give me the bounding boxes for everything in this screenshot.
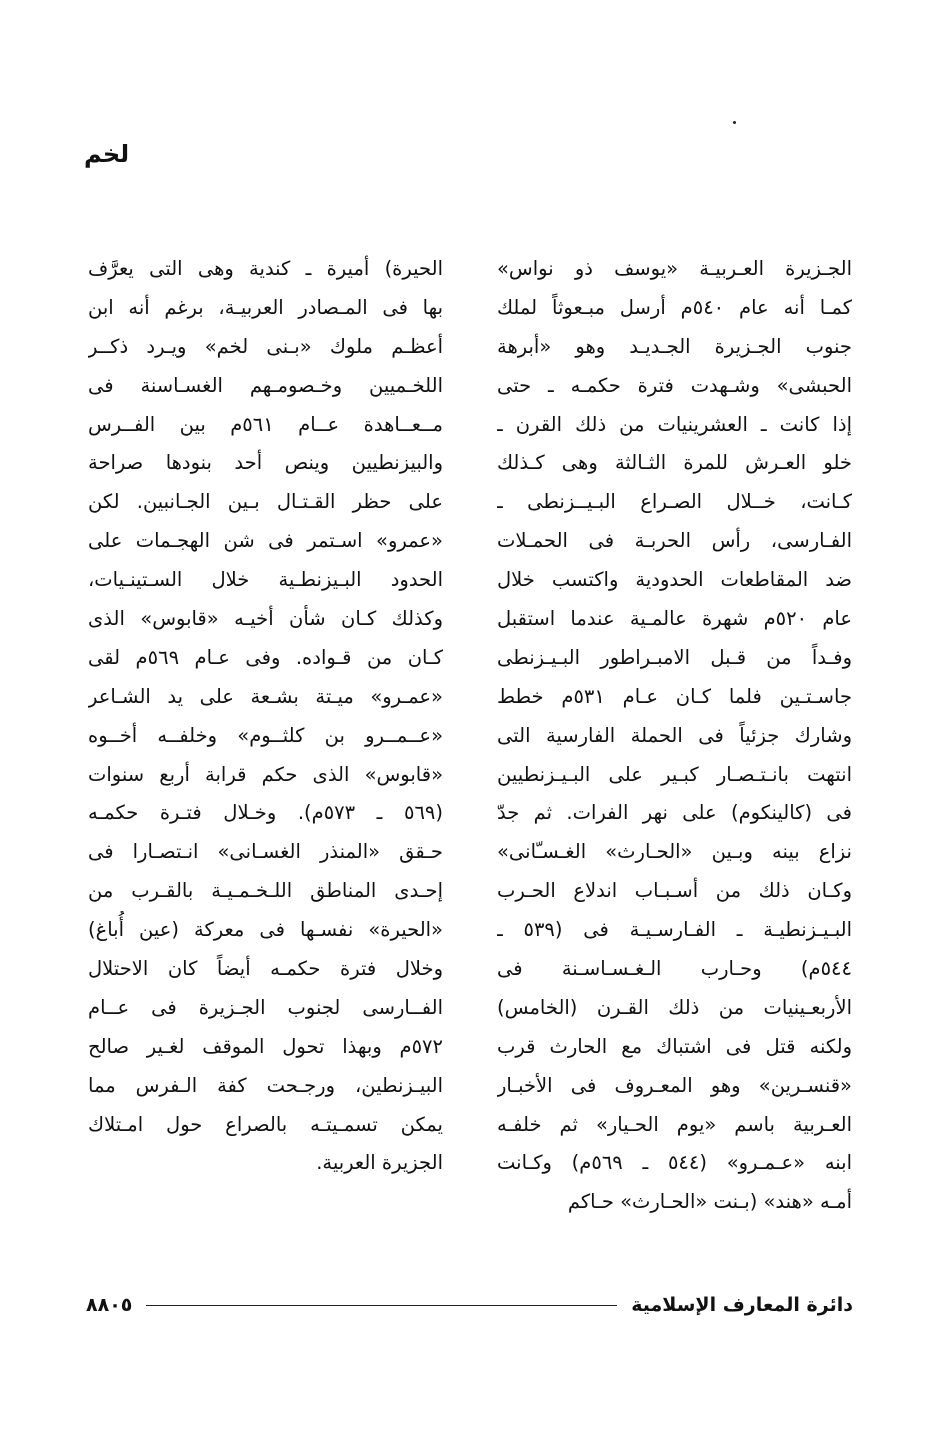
- page-number: ٨٨٠٥: [86, 1294, 133, 1316]
- text-line: كـانت، خــلال الصـراع البـيــزنطى ـ: [497, 490, 852, 514]
- text-line: أمـه «هند» (بـنت «الحـارث» حـاكم: [567, 1190, 852, 1214]
- text-line: انتهت بانـتـصـار كبـير على البـيـزنطيين: [497, 762, 852, 786]
- text-line: البيـزنطين، ورجـحت كفة الـفرس مما: [88, 1073, 443, 1097]
- text-line: إذا كانت ـ العشرينيات من ذلك القرن ـ: [497, 412, 852, 436]
- text-line: الجـزيرة العـربيـة «يوسف ذو نواس»: [497, 257, 852, 280]
- text-line: اللخـميين وخـصومـهم الغسـاسنة فى: [88, 373, 443, 397]
- text-line: (٥٦٩ ـ ٥٧٣م). وخـلال فتـرة حكمـه: [88, 801, 443, 825]
- text-line: وكذلك كـان شأن أخيـه «قابوس» الذى: [88, 607, 443, 631]
- text-line: نزاع بينه وبـين «الحـارث» الغـسـّانى»: [497, 840, 852, 864]
- text-line: «الحيرة» نفسـها فى معركة (عين أُباغ): [88, 918, 443, 942]
- text-line: على حظر القـتـال بـين الجـانبين. لكن: [88, 490, 443, 514]
- text-line: ابنه «عـمـرو» (٥٤٤ ـ ٥٦٩م) وكـانت: [497, 1151, 852, 1175]
- text-line: الحبشى» وشـهدت فترة حكمـه ـ حتى: [497, 373, 852, 397]
- text-line: ٥٧٢م وبهذا تحول الموقف لغـير صالح: [88, 1034, 443, 1058]
- text-line: «قابوس» الذى حكم قرابة أربع سنوات: [88, 762, 443, 786]
- text-line: حـقق «المنذر الغسـانى» انـتصـارا فى: [88, 840, 443, 864]
- page-title: لخم: [84, 140, 130, 168]
- text-line: العـربية باسم «يوم الحـيار» ثم خلفـه: [497, 1112, 852, 1136]
- text-line: جنوب الجـزيرة الجـديـد وهو «أبرهة: [497, 334, 852, 358]
- text-line: أعظـم ملوك «بـنى لخم» ويـرد ذكــر: [88, 334, 443, 358]
- text-line: الفــارسى لجنوب الجـزيرة فى عــام: [88, 995, 443, 1019]
- text-line: البـيـزنطيـة ـ الفـارسـيـة فى (٥٣٩ ـ: [497, 918, 852, 942]
- text-line: كمـا أنه عام ٥٤٠م أرسل مبـعوثاً لملك: [497, 295, 852, 319]
- right-column: [497, 250, 852, 1222]
- text-line: كـان من قـواده. وفى عـام ٥٦٩م لقى: [88, 645, 443, 669]
- text-line: الحدود البـيزنطـية خلال السـتينـيات،: [88, 568, 443, 592]
- text-line: «عــمــرو بن كلثــوم» وخلفــه أخــوه: [88, 723, 443, 747]
- text-line: عام ٥٢٠م شهرة عالمـية عندما استقبل: [497, 607, 852, 631]
- text-line: خلو العـرش للمرة الثـالثة وهى كـذلك: [497, 451, 852, 475]
- text-line: «عمـرو» ميـتة بشـعة على يد الشـاعر: [88, 684, 443, 708]
- text-line: الجزيرة العربية.: [316, 1151, 443, 1175]
- text-line: فى (كالينكوم) على نهر الفرات. ثم جدّ: [497, 801, 852, 825]
- left-column: [88, 250, 443, 1183]
- footer-rule: [146, 1305, 617, 1306]
- text-line: وكـان ذلك من أسـبـاب اندلاع الحـرب: [497, 879, 852, 903]
- page-footer: [86, 1290, 853, 1320]
- text-line: جاسـتـين فلما كـان عـام ٥٣١م خطط: [497, 684, 852, 708]
- text-line: «عمرو» اسـتمر فى شن الهجـمات على: [88, 529, 443, 553]
- text-line: يمكن تسمـيتـه بالصراع حول امـتلاك: [88, 1112, 443, 1136]
- text-line: الفـارسى، رأس الحربـة فى الحمـلات: [497, 529, 852, 553]
- text-line: والبيزنطيين وينص أحد بنودها صراحة: [88, 451, 443, 475]
- text-line: بها فى المـصادر العربيـة، برغم أنه ابن: [88, 295, 443, 319]
- footer-journal-title: دائرة المعارف الإسلامية: [631, 1294, 853, 1316]
- text-line: مــعــاهدة عــام ٥٦١م بين الفــرس: [88, 412, 443, 436]
- text-line: الأربعـينيات من ذلك القـرن (الخامس): [497, 995, 852, 1019]
- text-line: وفـداً من قـبل الامبـراطور البـيـزنطى: [497, 645, 852, 669]
- text-line: ٥٤٤م) وحـارب الـغـسـاسـنة فى: [497, 957, 852, 981]
- text-line: «قنسـرين» وهو المعـروف فى الأخبـار: [497, 1073, 852, 1097]
- text-line: ولكنه قتل فى اشتباك مع الحارث قرب: [497, 1034, 852, 1058]
- scan-speck: [733, 121, 736, 124]
- text-line: إحـدى المناطق اللـخـمـيـة بالقـرب من: [88, 879, 443, 903]
- text-line: ضد المقاطعات الحدودية واكتسب خلال: [497, 568, 852, 592]
- text-line: الحيرة) أميرة ـ كندية وهى التى يعرَّف: [88, 257, 443, 280]
- text-line: وشارك جزئياً فى الحملة الفارسية التى: [497, 723, 852, 747]
- text-line: وخلال فترة حكمـه أيضاً كان الاحتلال: [88, 957, 443, 981]
